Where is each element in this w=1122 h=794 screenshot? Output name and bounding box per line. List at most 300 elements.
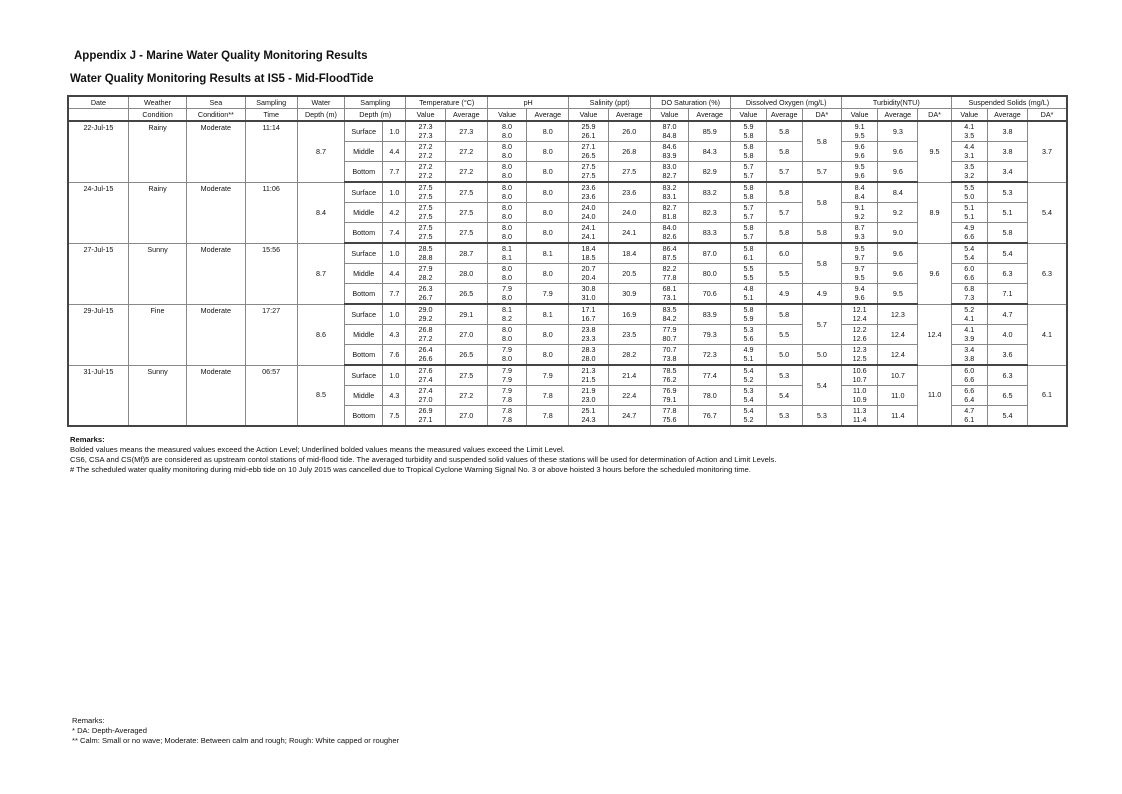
salinity-values-1: 20.7 bbox=[581, 263, 596, 273]
sampling-time-cell: 06:57 bbox=[245, 365, 297, 426]
salinity-values-2: 24.1 bbox=[581, 231, 596, 241]
dissolved-oxygen-values bbox=[731, 284, 766, 305]
ph-values bbox=[487, 142, 526, 162]
do-saturation-values-1: 84.0 bbox=[662, 222, 677, 232]
temperature-values bbox=[406, 386, 445, 406]
ph-values-1: 8.0 bbox=[502, 121, 513, 131]
temperature-values bbox=[406, 304, 445, 325]
temperature-values-2: 27.5 bbox=[418, 211, 433, 221]
sampling-depth-cell: 7.6 bbox=[383, 345, 406, 366]
salinity-values bbox=[569, 386, 608, 406]
suspended-solids-values-1: 5.4 bbox=[964, 243, 975, 253]
temperature-values bbox=[406, 264, 445, 284]
do-saturation-values-2: 81.8 bbox=[662, 211, 677, 221]
temperature-values-2: 26.7 bbox=[418, 292, 433, 302]
dissolved-oxygen-average: 6.0 bbox=[766, 243, 802, 264]
ph-values-1: 8.1 bbox=[502, 304, 513, 314]
footnote-line: ** Calm: Small or no wave; Moderate: Between calm and rough; Rough: White capped or rougher bbox=[72, 736, 400, 745]
suspended-solids-da: 4.1 bbox=[1028, 304, 1067, 365]
do-saturation-values-2: 84.2 bbox=[662, 313, 677, 323]
sampling-time-cell: 11:14 bbox=[245, 121, 297, 182]
do-saturation-average: 82.3 bbox=[689, 203, 731, 223]
col-sampling-depth: Sampling bbox=[345, 96, 406, 109]
sampling-level-cell: Bottom bbox=[345, 406, 383, 427]
sampling-depth-cell: 7.7 bbox=[383, 284, 406, 305]
ph-values bbox=[487, 264, 526, 284]
turbidity-average: 11.4 bbox=[878, 406, 918, 427]
ph-values-1: 8.0 bbox=[502, 263, 513, 273]
sampling-level-cell: Surface bbox=[345, 121, 383, 142]
suspended-solids-values-1: 4.1 bbox=[964, 324, 975, 334]
do-saturation-values-2: 73.1 bbox=[662, 292, 677, 302]
col-time-sub: Time bbox=[245, 109, 297, 122]
suspended-solids-values-1: 3.5 bbox=[964, 161, 975, 171]
do-saturation-values-1: 82.7 bbox=[662, 202, 677, 212]
suspended-solids-values-2: 5.4 bbox=[964, 252, 975, 262]
col-ph: pH bbox=[487, 96, 568, 109]
turbidity-values-2: 9.6 bbox=[854, 292, 865, 302]
ph-average: 8.0 bbox=[527, 162, 569, 183]
remarks-line: CS6, CSA and CS(Mf)5 are considered as upstream contol stations of mid-flood tide. The averaged turbidity and suspended solid values of these stations will be used for determination of Action and Limit Levels. bbox=[70, 455, 777, 464]
turbidity-values-2: 10.9 bbox=[852, 394, 867, 404]
suspended-solids-values-1: 4.4 bbox=[964, 141, 975, 151]
col-salinity: Salinity (ppt) bbox=[569, 96, 650, 109]
dissolved-oxygen-values-2: 5.1 bbox=[743, 292, 754, 302]
ph-values bbox=[487, 284, 526, 305]
turbidity-values bbox=[842, 325, 878, 345]
ph-values bbox=[487, 121, 526, 142]
turbidity-da: 8.9 bbox=[918, 182, 951, 243]
sub-da: DA* bbox=[1028, 109, 1067, 122]
temperature-values bbox=[406, 243, 445, 264]
temperature-average: 27.5 bbox=[445, 365, 487, 386]
salinity-values bbox=[569, 142, 608, 162]
weather-cell: Fine bbox=[128, 304, 186, 365]
suspended-solids-average: 5.8 bbox=[987, 223, 1027, 244]
salinity-values-1: 18.4 bbox=[581, 243, 596, 253]
dissolved-oxygen-values-2: 5.9 bbox=[743, 313, 754, 323]
turbidity-values bbox=[842, 182, 878, 203]
do-saturation-average: 72.3 bbox=[689, 345, 731, 366]
col-sea-sub: Condition** bbox=[187, 109, 245, 122]
dissolved-oxygen-values-1: 5.9 bbox=[743, 121, 754, 131]
col-weather: Weather bbox=[128, 96, 186, 109]
remarks-line: # The scheduled water quality monitoring during mid-ebb tide on 10 July 2015 was cancelled due to Tropical Cyclone Warning Signal No. 3 or above hoisted 3 hours before the scheduled monitoring time. bbox=[70, 465, 751, 474]
footnotes bbox=[72, 716, 399, 746]
turbidity-values-1: 12.1 bbox=[852, 304, 867, 314]
ph-values-2: 8.0 bbox=[502, 333, 513, 343]
do-saturation-values-1: 87.0 bbox=[662, 121, 677, 131]
dissolved-oxygen-values-2: 5.7 bbox=[743, 170, 754, 180]
do-saturation-average: 70.6 bbox=[689, 284, 731, 305]
dissolved-oxygen-values bbox=[731, 406, 766, 427]
turbidity-values bbox=[842, 243, 878, 264]
salinity-values bbox=[569, 406, 608, 427]
temperature-values-2: 27.2 bbox=[418, 333, 433, 343]
turbidity-da: 9.5 bbox=[918, 121, 951, 182]
turbidity-values-1: 12.2 bbox=[852, 324, 867, 334]
col-date: Date bbox=[68, 96, 128, 109]
water-depth-cell: 8.6 bbox=[297, 304, 344, 365]
temperature-average: 29.1 bbox=[445, 304, 487, 325]
sampling-depth-cell: 7.5 bbox=[383, 406, 406, 427]
salinity-values bbox=[569, 345, 608, 366]
turbidity-average: 9.6 bbox=[878, 162, 918, 183]
dissolved-oxygen-values bbox=[731, 223, 766, 244]
salinity-values-2: 16.7 bbox=[581, 313, 596, 323]
salinity-values-2: 24.3 bbox=[581, 414, 596, 424]
turbidity-average: 9.0 bbox=[878, 223, 918, 244]
temperature-values bbox=[406, 162, 445, 183]
weather-cell: Rainy bbox=[128, 121, 186, 182]
sub-value: Value bbox=[650, 109, 688, 122]
salinity-average: 20.5 bbox=[608, 264, 650, 284]
ph-values bbox=[487, 365, 526, 386]
turbidity-values-1: 11.0 bbox=[852, 385, 867, 395]
dissolved-oxygen-average: 5.7 bbox=[766, 162, 802, 183]
sea-condition-cell: Moderate bbox=[187, 365, 245, 426]
temperature-average: 27.0 bbox=[445, 325, 487, 345]
suspended-solids-values-1: 5.5 bbox=[964, 182, 975, 192]
dissolved-oxygen-values bbox=[731, 264, 766, 284]
salinity-values-2: 20.4 bbox=[581, 272, 596, 282]
dissolved-oxygen-values-2: 5.4 bbox=[743, 394, 754, 404]
salinity-values-1: 24.1 bbox=[581, 222, 596, 232]
sampling-time-cell: 15:56 bbox=[245, 243, 297, 304]
page-title: Appendix J - Marine Water Quality Monitoring Results bbox=[74, 50, 368, 62]
remarks-line: Bolded values means the measured values exceed the Action Level; Underlined bolded values means the measured values exceed the Limit Level. bbox=[70, 445, 565, 454]
salinity-values-1: 27.5 bbox=[581, 161, 596, 171]
suspended-solids-average: 6.3 bbox=[987, 264, 1027, 284]
sampling-level-cell: Surface bbox=[345, 365, 383, 386]
suspended-solids-values bbox=[951, 223, 987, 244]
ph-average: 7.8 bbox=[527, 406, 569, 427]
do-saturation-values bbox=[650, 264, 688, 284]
dissolved-oxygen-values-1: 4.9 bbox=[743, 344, 754, 354]
water-depth-cell: 8.7 bbox=[297, 121, 344, 182]
dissolved-oxygen-values bbox=[731, 325, 766, 345]
turbidity-average: 9.6 bbox=[878, 142, 918, 162]
sampling-depth-cell: 4.3 bbox=[383, 386, 406, 406]
ph-values-2: 8.0 bbox=[502, 191, 513, 201]
do-saturation-values-1: 77.8 bbox=[662, 405, 677, 415]
do-saturation-values bbox=[650, 182, 688, 203]
sub-value: Value bbox=[842, 109, 878, 122]
salinity-values-1: 21.3 bbox=[581, 365, 596, 375]
dissolved-oxygen-values-1: 5.7 bbox=[743, 161, 754, 171]
sampling-level-cell: Bottom bbox=[345, 284, 383, 305]
temperature-values-2: 27.3 bbox=[418, 130, 433, 140]
sampling-level-cell: Middle bbox=[345, 386, 383, 406]
dissolved-oxygen-values-2: 5.7 bbox=[743, 231, 754, 241]
turbidity-average: 9.3 bbox=[878, 121, 918, 142]
ph-values-2: 8.0 bbox=[502, 130, 513, 140]
turbidity-values bbox=[842, 203, 878, 223]
ph-values-2: 7.8 bbox=[502, 394, 513, 404]
temperature-average: 27.5 bbox=[445, 182, 487, 203]
do-saturation-values bbox=[650, 386, 688, 406]
suspended-solids-average: 4.0 bbox=[987, 325, 1027, 345]
sub-average: Average bbox=[766, 109, 802, 122]
dissolved-oxygen-average: 5.8 bbox=[766, 142, 802, 162]
turbidity-values bbox=[842, 406, 878, 427]
ph-average: 8.1 bbox=[527, 243, 569, 264]
suspended-solids-values-1: 6.8 bbox=[964, 283, 975, 293]
turbidity-average: 9.6 bbox=[878, 243, 918, 264]
temperature-values-2: 27.5 bbox=[418, 231, 433, 241]
suspended-solids-average: 3.6 bbox=[987, 345, 1027, 366]
ph-values-2: 8.0 bbox=[502, 150, 513, 160]
salinity-average: 21.4 bbox=[608, 365, 650, 386]
salinity-values bbox=[569, 304, 608, 325]
do-saturation-values-1: 68.1 bbox=[662, 283, 677, 293]
turbidity-da: 11.0 bbox=[918, 365, 951, 426]
suspended-solids-values-1: 4.9 bbox=[964, 222, 975, 232]
salinity-average: 26.0 bbox=[608, 121, 650, 142]
turbidity-values-2: 12.6 bbox=[852, 333, 867, 343]
ph-values-2: 8.0 bbox=[502, 231, 513, 241]
turbidity-average: 9.2 bbox=[878, 203, 918, 223]
sub-value: Value bbox=[406, 109, 445, 122]
ph-average: 8.0 bbox=[527, 182, 569, 203]
suspended-solids-values bbox=[951, 304, 987, 325]
ph-average: 7.8 bbox=[527, 386, 569, 406]
turbidity-values-1: 9.1 bbox=[854, 202, 865, 212]
ph-values-2: 8.0 bbox=[502, 292, 513, 302]
table-row bbox=[68, 365, 1067, 386]
sampling-level-cell: Middle bbox=[345, 325, 383, 345]
do-saturation-values bbox=[650, 121, 688, 142]
water-depth-cell: 8.7 bbox=[297, 243, 344, 304]
temperature-average: 27.2 bbox=[445, 162, 487, 183]
dissolved-oxygen-values-1: 5.4 bbox=[743, 365, 754, 375]
dissolved-oxygen-values-1: 4.8 bbox=[743, 283, 754, 293]
temperature-values bbox=[406, 121, 445, 142]
dissolved-oxygen-values-1: 5.4 bbox=[743, 405, 754, 415]
ph-values bbox=[487, 406, 526, 427]
dissolved-oxygen-values-2: 5.5 bbox=[743, 272, 754, 282]
sampling-time-cell: 11:06 bbox=[245, 182, 297, 243]
salinity-average: 23.6 bbox=[608, 182, 650, 203]
do-saturation-values bbox=[650, 223, 688, 244]
col-temperature: Temperature (°C) bbox=[406, 96, 487, 109]
sampling-level-cell: Bottom bbox=[345, 223, 383, 244]
col-sea: Sea bbox=[187, 96, 245, 109]
temperature-values-1: 27.2 bbox=[418, 141, 433, 151]
suspended-solids-da: 3.7 bbox=[1028, 121, 1067, 182]
dissolved-oxygen-values-2: 5.8 bbox=[743, 191, 754, 201]
ph-average: 8.0 bbox=[527, 264, 569, 284]
sampling-depth-cell: 1.0 bbox=[383, 365, 406, 386]
footnotes-title: Remarks: bbox=[72, 716, 105, 725]
suspended-solids-values bbox=[951, 142, 987, 162]
do-saturation-values-2: 76.2 bbox=[662, 374, 677, 384]
dissolved-oxygen-average: 5.5 bbox=[766, 325, 802, 345]
ph-values-2: 8.1 bbox=[502, 252, 513, 262]
dissolved-oxygen-da: 5.8 bbox=[802, 243, 841, 284]
salinity-values-1: 21.9 bbox=[581, 385, 596, 395]
col-water-depth: Water bbox=[297, 96, 344, 109]
dissolved-oxygen-values-1: 5.8 bbox=[743, 182, 754, 192]
do-saturation-values-2: 82.6 bbox=[662, 231, 677, 241]
temperature-values bbox=[406, 365, 445, 386]
ph-values bbox=[487, 223, 526, 244]
temperature-values-2: 27.2 bbox=[418, 150, 433, 160]
temperature-values-1: 27.5 bbox=[418, 182, 433, 192]
temperature-values bbox=[406, 223, 445, 244]
turbidity-values-2: 9.3 bbox=[854, 231, 865, 241]
date-cell: 31-Jul-15 bbox=[68, 365, 128, 426]
do-saturation-average: 84.3 bbox=[689, 142, 731, 162]
col-dissolved-oxygen: Dissolved Oxygen (mg/L) bbox=[731, 96, 842, 109]
suspended-solids-da: 5.4 bbox=[1028, 182, 1067, 243]
salinity-values-1: 23.8 bbox=[581, 324, 596, 334]
header-row-1 bbox=[68, 96, 1067, 109]
dissolved-oxygen-values-2: 5.2 bbox=[743, 414, 754, 424]
suspended-solids-values-2: 6.4 bbox=[964, 394, 975, 404]
dissolved-oxygen-values-2: 6.1 bbox=[743, 252, 754, 262]
dissolved-oxygen-values-1: 5.8 bbox=[743, 141, 754, 151]
salinity-values-1: 25.1 bbox=[581, 405, 596, 415]
turbidity-values-1: 10.6 bbox=[852, 365, 867, 375]
ph-values-2: 8.0 bbox=[502, 272, 513, 282]
suspended-solids-da: 6.1 bbox=[1028, 365, 1067, 426]
suspended-solids-average: 5.4 bbox=[987, 406, 1027, 427]
suspended-solids-values bbox=[951, 406, 987, 427]
sub-value: Value bbox=[569, 109, 608, 122]
do-saturation-values-1: 84.6 bbox=[662, 141, 677, 151]
ph-values-1: 8.0 bbox=[502, 182, 513, 192]
do-saturation-values bbox=[650, 304, 688, 325]
ph-values bbox=[487, 325, 526, 345]
salinity-values bbox=[569, 162, 608, 183]
ph-values-1: 8.0 bbox=[502, 141, 513, 151]
dissolved-oxygen-average: 5.8 bbox=[766, 121, 802, 142]
temperature-values-1: 27.5 bbox=[418, 202, 433, 212]
date-cell: 29-Jul-15 bbox=[68, 304, 128, 365]
dissolved-oxygen-average: 5.0 bbox=[766, 345, 802, 366]
sea-condition-cell: Moderate bbox=[187, 243, 245, 304]
suspended-solids-average: 7.1 bbox=[987, 284, 1027, 305]
sampling-depth-cell: 1.0 bbox=[383, 121, 406, 142]
turbidity-values-2: 9.6 bbox=[854, 150, 865, 160]
sub-average: Average bbox=[689, 109, 731, 122]
temperature-values-2: 28.8 bbox=[418, 252, 433, 262]
ph-values bbox=[487, 182, 526, 203]
temperature-values-1: 26.4 bbox=[418, 344, 433, 354]
do-saturation-values-1: 76.9 bbox=[662, 385, 677, 395]
temperature-average: 28.0 bbox=[445, 264, 487, 284]
temperature-values bbox=[406, 203, 445, 223]
turbidity-values-1: 9.6 bbox=[854, 141, 865, 151]
temperature-average: 26.5 bbox=[445, 284, 487, 305]
salinity-average: 28.2 bbox=[608, 345, 650, 366]
sampling-depth-cell: 4.3 bbox=[383, 325, 406, 345]
ph-average: 8.0 bbox=[527, 142, 569, 162]
salinity-values bbox=[569, 182, 608, 203]
temperature-values-1: 26.9 bbox=[418, 405, 433, 415]
suspended-solids-values-2: 6.6 bbox=[964, 374, 975, 384]
do-saturation-values bbox=[650, 345, 688, 366]
dissolved-oxygen-values-1: 5.8 bbox=[743, 222, 754, 232]
sampling-level-cell: Middle bbox=[345, 142, 383, 162]
ph-values bbox=[487, 243, 526, 264]
dissolved-oxygen-average: 4.9 bbox=[766, 284, 802, 305]
do-saturation-values bbox=[650, 243, 688, 264]
salinity-values bbox=[569, 243, 608, 264]
suspended-solids-values-1: 4.7 bbox=[964, 405, 975, 415]
turbidity-values bbox=[842, 264, 878, 284]
sampling-level-cell: Surface bbox=[345, 304, 383, 325]
temperature-average: 27.0 bbox=[445, 406, 487, 427]
salinity-average: 23.5 bbox=[608, 325, 650, 345]
do-saturation-values bbox=[650, 325, 688, 345]
ph-average: 8.0 bbox=[527, 325, 569, 345]
salinity-values-2: 26.5 bbox=[581, 150, 596, 160]
sub-average: Average bbox=[527, 109, 569, 122]
do-saturation-values bbox=[650, 203, 688, 223]
turbidity-values-1: 9.7 bbox=[854, 263, 865, 273]
salinity-average: 22.4 bbox=[608, 386, 650, 406]
salinity-average: 30.9 bbox=[608, 284, 650, 305]
col-time: Sampling bbox=[245, 96, 297, 109]
suspended-solids-average: 6.5 bbox=[987, 386, 1027, 406]
suspended-solids-average: 3.8 bbox=[987, 142, 1027, 162]
suspended-solids-average: 5.3 bbox=[987, 182, 1027, 203]
dissolved-oxygen-average: 5.8 bbox=[766, 223, 802, 244]
ph-values-1: 8.0 bbox=[502, 222, 513, 232]
turbidity-values bbox=[842, 304, 878, 325]
suspended-solids-values bbox=[951, 243, 987, 264]
do-saturation-average: 80.0 bbox=[689, 264, 731, 284]
temperature-values-1: 27.9 bbox=[418, 263, 433, 273]
table-title: Water Quality Monitoring Results at IS5 - Mid-FloodTide bbox=[70, 73, 374, 85]
dissolved-oxygen-values bbox=[731, 121, 766, 142]
suspended-solids-values-2: 7.3 bbox=[964, 292, 975, 302]
dissolved-oxygen-values bbox=[731, 365, 766, 386]
turbidity-values-1: 8.7 bbox=[854, 222, 865, 232]
temperature-values-1: 27.4 bbox=[418, 385, 433, 395]
suspended-solids-values-2: 6.1 bbox=[964, 414, 975, 424]
dissolved-oxygen-average: 5.8 bbox=[766, 304, 802, 325]
turbidity-values-2: 10.7 bbox=[852, 374, 867, 384]
suspended-solids-average: 3.4 bbox=[987, 162, 1027, 183]
table-row bbox=[68, 304, 1067, 325]
sea-condition-cell: Moderate bbox=[187, 304, 245, 365]
weather-cell: Sunny bbox=[128, 365, 186, 426]
water-depth-cell: 8.5 bbox=[297, 365, 344, 426]
salinity-average: 26.8 bbox=[608, 142, 650, 162]
ph-average: 7.9 bbox=[527, 365, 569, 386]
suspended-solids-values-2: 5.1 bbox=[964, 211, 975, 221]
col-weather-sub: Condition bbox=[128, 109, 186, 122]
dissolved-oxygen-values bbox=[731, 182, 766, 203]
suspended-solids-values-2: 6.6 bbox=[964, 231, 975, 241]
suspended-solids-values bbox=[951, 121, 987, 142]
sampling-level-cell: Middle bbox=[345, 203, 383, 223]
temperature-values-2: 27.1 bbox=[418, 414, 433, 424]
sea-condition-cell: Moderate bbox=[187, 182, 245, 243]
dissolved-oxygen-da: 5.8 bbox=[802, 121, 841, 162]
suspended-solids-values-2: 3.2 bbox=[964, 170, 975, 180]
turbidity-values-2: 9.5 bbox=[854, 130, 865, 140]
salinity-values-2: 24.0 bbox=[581, 211, 596, 221]
temperature-values bbox=[406, 142, 445, 162]
turbidity-values-2: 11.4 bbox=[852, 414, 867, 424]
do-saturation-values-2: 73.8 bbox=[662, 353, 677, 363]
date-cell: 22-Jul-15 bbox=[68, 121, 128, 182]
turbidity-average: 9.6 bbox=[878, 264, 918, 284]
